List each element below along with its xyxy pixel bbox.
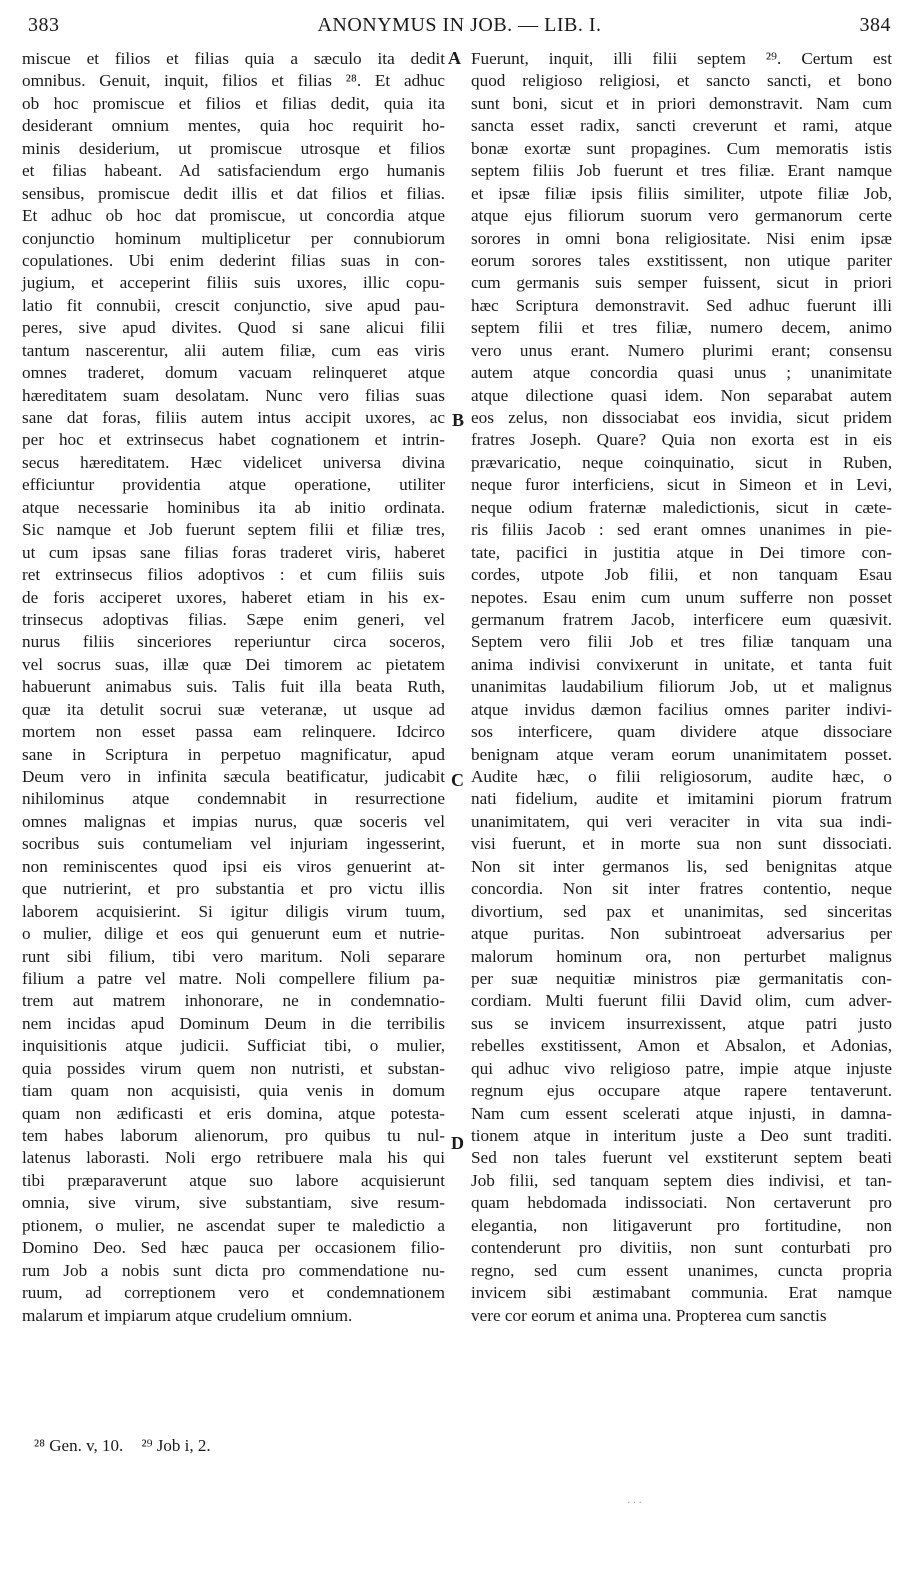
text-line: Domino Deo. Sed hæc pauca per occasionem filio- bbox=[22, 1238, 445, 1258]
margin-mark-c: C bbox=[451, 770, 464, 790]
footnotes bbox=[34, 1436, 225, 1456]
text-line: sane in Scriptura in perpetuo magnificatur, apud bbox=[22, 744, 445, 764]
right-column bbox=[471, 48, 892, 1327]
text-line: tibi præparaverunt atque suo labore acquisierunt bbox=[22, 1170, 445, 1190]
text-line: omnia, sive virum, sive substantiam, sive resum- bbox=[22, 1193, 445, 1213]
text-line: quia possides virum quem non nutristi, et substan- bbox=[22, 1058, 445, 1078]
text-line: eos zelus, non dissociabat eos invidia, sicut pridem bbox=[471, 408, 892, 427]
text-line: sorores in omni bona religiositate. Nisi enim ipsæ bbox=[471, 228, 892, 248]
text-line: omnes traderet, domum vacuam relinqueret atque bbox=[22, 363, 445, 383]
text-line: nurus filiis sinceriores reperiuntur circa soceros, bbox=[22, 632, 445, 652]
text-line: atque necessarie hominibus ita ab initio ordinata. bbox=[22, 497, 445, 517]
text-line: minis desiderium, ut promiscue utrosque et filios bbox=[22, 138, 445, 158]
text-line: qui adhuc vivo religioso patre, impie atque injuste bbox=[471, 1058, 892, 1078]
text-line: hæc Scriptura demonstravit. Sed adhuc fuerunt illi bbox=[471, 295, 892, 315]
text-line: et filias habeant. Ad satisfaciendum ergo humanis bbox=[22, 161, 445, 181]
text-line: o mulier, dilige et eos qui genuerunt eum et nutrie- bbox=[22, 924, 445, 944]
text-line: visi fuerunt, et in morte sua non sunt dissociati. bbox=[471, 834, 892, 854]
text-line: de foris acciperet uxores, haberet etiam in his ex- bbox=[22, 587, 445, 607]
text-line: sane dat foras, filiis autem intus accipit uxores, ac bbox=[22, 408, 445, 427]
text-line: vel socrus suas, illæ quæ Dei timorem ac pietatem bbox=[22, 654, 445, 674]
text-line: mortem non esset passa eam relinquere. Idcirco bbox=[22, 722, 445, 742]
text-line: filium a patre vel matre. Noli compellere filium pa- bbox=[22, 968, 445, 988]
text-line: rebelles exstitissent, Amon et Absalon, et Adonias, bbox=[471, 1036, 892, 1056]
text-line: atque ejus filiorum suorum vero germanorum certe bbox=[471, 206, 892, 226]
text-line: tiam quam non acquisisti, quia venis in domum bbox=[22, 1081, 445, 1101]
footnote: ²⁸ Gen. v, 10. bbox=[34, 1436, 124, 1455]
text-line: omnes malignas et impias nurus, quæ soceris vel bbox=[22, 811, 445, 831]
text-line: copulationes. Ubi enim dederint filias suas in con- bbox=[22, 250, 445, 270]
text-line: inquisitionis atque judicii. Sufficiat tibi, o mulier, bbox=[22, 1036, 445, 1056]
text-line: que nutrierint, et pro substantia et pro victu illis bbox=[22, 879, 445, 899]
text-line: miscue et filios et filias quia a sæculo ita dedit bbox=[22, 49, 445, 68]
text-line: per suæ nequitiæ ministros piæ germanitatis con- bbox=[471, 968, 892, 988]
text-line: nepotes. Esau enim cum unum sufferre non posset bbox=[471, 587, 892, 607]
text-line: vere cor eorum et anima una. Propterea cum sanctis bbox=[471, 1305, 827, 1325]
text-line: prævaricatio, neque coinquinatio, sicut in Ruben, bbox=[471, 452, 892, 472]
text-line: regnum ejus occupare atque rapere tentaverunt. bbox=[471, 1081, 892, 1101]
text-line: sensibus, promiscue dedit illis et dat filios et filias. bbox=[22, 183, 445, 203]
text-line: non reminiscentes quod ipsi eis viros genuerint at- bbox=[22, 856, 445, 876]
text-line: per hoc et extrinsecus habet cognationem et intrin- bbox=[22, 430, 445, 450]
text-line: quam non ædificasti et eris domina, atque potesta- bbox=[22, 1103, 445, 1123]
text-line: atque dilectione quasi idem. Non separabat autem bbox=[471, 385, 892, 405]
text-line: laborem acquisierint. Si igitur diligis virum tuum, bbox=[22, 901, 445, 921]
text-line: conjunctio hominum multiplicetur per connubiorum bbox=[22, 228, 445, 248]
text-line: sos interficere, quam dividere atque dissociare bbox=[471, 722, 892, 742]
text-line: ptionem, o mulier, ne ascendat super te maledictio a bbox=[22, 1215, 445, 1235]
text-line: neque furor interficiens, sicut in Simeon et in Levi, bbox=[471, 475, 892, 495]
text-line: Non sit inter germanos lis, sed benignitas atque bbox=[471, 856, 892, 876]
text-line: Nam cum essent scelerati atque injusti, in damna- bbox=[471, 1103, 892, 1123]
text-line: bonæ exortæ sunt propagines. Cum memoratis istis bbox=[471, 138, 892, 158]
text-line: Sed non tales fuerunt vel exstiterunt septem beati bbox=[471, 1148, 892, 1168]
text-line: atque invidus dæmon facilius omnes pariter indivi- bbox=[471, 699, 892, 719]
text-line: sus se invicem insurrexissent, atque patri justo bbox=[471, 1013, 892, 1033]
text-line: quam hebdomada indissociati. Non certaverunt pro bbox=[471, 1193, 892, 1213]
text-line: nem incidas apud Dominum Deum in die terribilis bbox=[22, 1013, 445, 1033]
text-line: atque puritas. Non subintroeat adversarius per bbox=[471, 924, 892, 944]
text-line: omnibus. Genuit, inquit, filios et filias ²⁸. Et adhuc bbox=[22, 71, 445, 91]
text-line: tate, pacifici in justitia atque in Dei timore con- bbox=[471, 542, 892, 562]
text-line: Sic namque et Job fuerunt septem filii et filiæ tres, bbox=[22, 520, 445, 540]
text-line: ut cum ipsas sane filias foras traderet viris, haberet bbox=[22, 542, 445, 562]
text-line: nati fidelium, audite et imitamini piorum fratrum bbox=[471, 789, 892, 809]
text-line: quæ ita detulit socrui suæ veteranæ, ut usque ad bbox=[22, 699, 445, 719]
text-line: latio fit connubii, crescit conjunctio, sive apud pau- bbox=[22, 295, 445, 315]
margin-mark-b: B bbox=[452, 410, 465, 430]
text-line: ruum, ad correptionem vero et condemnationem bbox=[22, 1283, 445, 1303]
running-header bbox=[28, 14, 891, 44]
text-line: sancta esset radix, sancti creverunt et rami, atque bbox=[471, 116, 892, 136]
text-line: desiderant omnium mentes, quia hoc requirit ho- bbox=[22, 116, 445, 136]
text-line: peres, sive apud divites. Quod si sane alicui filii bbox=[22, 318, 445, 338]
text-line: concordia. Non sit inter fratres contentio, neque bbox=[471, 879, 892, 899]
text-line: trem aut matrem inhonorare, ne in condemnatio- bbox=[22, 991, 445, 1011]
text-line: eorum sorores tales exstitissent, non utique pariter bbox=[471, 250, 892, 270]
text-line: sunt boni, sicut et in priori demonstravit. Nam cum bbox=[471, 93, 892, 113]
running-title: ANONYMUS IN JOB. — LIB. I. bbox=[317, 14, 602, 36]
text-line: contenderunt pro divitiis, non sunt conturbati pro bbox=[471, 1238, 892, 1258]
text-line: cordes, utpote Job filii, et non tanquam Esau bbox=[471, 565, 892, 585]
text-line: habuerunt animabus suis. Talis fuit illa beata Ruth, bbox=[22, 677, 445, 697]
text-line: cum germanis suis semper fuissent, sicut in priori bbox=[471, 273, 892, 293]
text-line: Fuerunt, inquit, illi filii septem ²⁹. Certum est bbox=[471, 49, 892, 68]
margin-mark-d: D bbox=[451, 1133, 464, 1153]
text-line: jugium, et acceperint filiis suis uxores, illic copu- bbox=[22, 273, 445, 293]
text-line: Et adhuc ob hoc dat promiscue, ut concordia atque bbox=[22, 206, 445, 226]
text-line: trinsecus adoptivas filias. Sæpe enim generi, vel bbox=[22, 609, 445, 629]
text-line: malarum et impiarum atque crudelium omnium. bbox=[22, 1305, 353, 1325]
text-line: ret extrinsecus filios adoptivos : et cum filiis suis bbox=[22, 565, 445, 585]
footnote: ²⁹ Job i, 2. bbox=[141, 1436, 211, 1455]
text-line: invicem sibi æstimabant communia. Erat namque bbox=[471, 1283, 892, 1303]
text-line: fratres Joseph. Quare? Quia non exorta est in eis bbox=[471, 430, 892, 450]
text-line: Septem vero filii Job et tres filiæ tanquam una bbox=[471, 632, 892, 652]
text-line: runt sibi filium, tibi vero maritum. Noli separare bbox=[22, 946, 445, 966]
text-line: divortium, sed pax et unanimitas, sed sinceritas bbox=[471, 901, 892, 921]
text-line: hæreditatem suam desolatam. Nunc vero filias suas bbox=[22, 385, 445, 405]
text-line: efficiuntur providentia atque operatione, utiliter bbox=[22, 475, 445, 495]
text-line: Deum vero in infinita sæcula beatificatur, judicabit bbox=[22, 767, 445, 786]
text-line: quod religioso religiosi, et sancto sancti, et bono bbox=[471, 71, 892, 91]
text-line: secus hæreditatem. Hæc videlicet universa divina bbox=[22, 452, 445, 472]
text-line: malorum hominum ora, non perturbet malignus bbox=[471, 946, 892, 966]
text-line: ris filiis Jacob : sed erant omnes unanimes in pie- bbox=[471, 520, 892, 540]
text-line: Audite hæc, o filii religiosorum, audite hæc, o bbox=[471, 767, 892, 786]
text-line: regno, sed cum essent unanimes, cuncta propria bbox=[471, 1260, 892, 1280]
text-line: socribus suis contumeliam vel injuriam ingesserint, bbox=[22, 834, 445, 854]
text-line: tionem atque in interitum juste a Deo sunt traditi. bbox=[471, 1126, 892, 1145]
text-line: vero unus erant. Numero plurimi erant; consensu bbox=[471, 340, 892, 360]
left-column bbox=[22, 48, 445, 1327]
text-line: nihilominus atque condemnabit in resurrectione bbox=[22, 789, 445, 809]
page-speck: · · · bbox=[627, 1498, 642, 1509]
text-line: elegantia, non litigaverunt pro fortitudine, non bbox=[471, 1215, 892, 1235]
text-line: et ipsæ filiæ ipsis filiis similiter, utpote filiæ Job, bbox=[471, 183, 892, 203]
text-line: ob hoc promiscue et filios et filias dedit, quia ita bbox=[22, 93, 445, 113]
text-line: unanimitas laudabilium filiorum Job, ut et malignus bbox=[471, 677, 892, 697]
text-line: benignam atque veram eorum unanimitatem posset. bbox=[471, 744, 892, 764]
page-number-right: 384 bbox=[859, 14, 891, 36]
text-line: germanum fratrem Jacob, interficere eum quæsivit. bbox=[471, 609, 892, 629]
text-line: cordiam. Multi fuerunt filii David olim, cum adver- bbox=[471, 991, 892, 1011]
margin-mark-a: A bbox=[448, 48, 461, 68]
text-line: autem atque concordia quasi unus ; unanimitate bbox=[471, 363, 892, 383]
text-line: rum Job a nobis sunt dicta pro commendatione nu- bbox=[22, 1260, 445, 1280]
page-number-left: 383 bbox=[28, 14, 60, 36]
text-line: septem filii et tres filiæ, numero decem, animo bbox=[471, 318, 892, 338]
text-line: septem filiis Job fuerunt et tres filiæ. Erant namque bbox=[471, 161, 892, 181]
text-line: latenus laborasti. Noli ergo retribuere mala his qui bbox=[22, 1148, 445, 1168]
text-line: neque odium fraternæ maledictionis, sicut in cæte- bbox=[471, 497, 892, 517]
text-line: unanimitatem, qui veri veraciter in vita sua indi- bbox=[471, 811, 892, 831]
text-line: anima indivisi convixerunt in unitate, et tanta fuit bbox=[471, 654, 892, 674]
text-line: tantum nascerentur, alii autem filiæ, cum eas viris bbox=[22, 340, 445, 360]
text-line: tem habes laborum alienorum, pro quibus tu nul- bbox=[22, 1126, 445, 1145]
text-line: Job filii, sed tanquam septem dies indivisi, et tan- bbox=[471, 1170, 892, 1190]
